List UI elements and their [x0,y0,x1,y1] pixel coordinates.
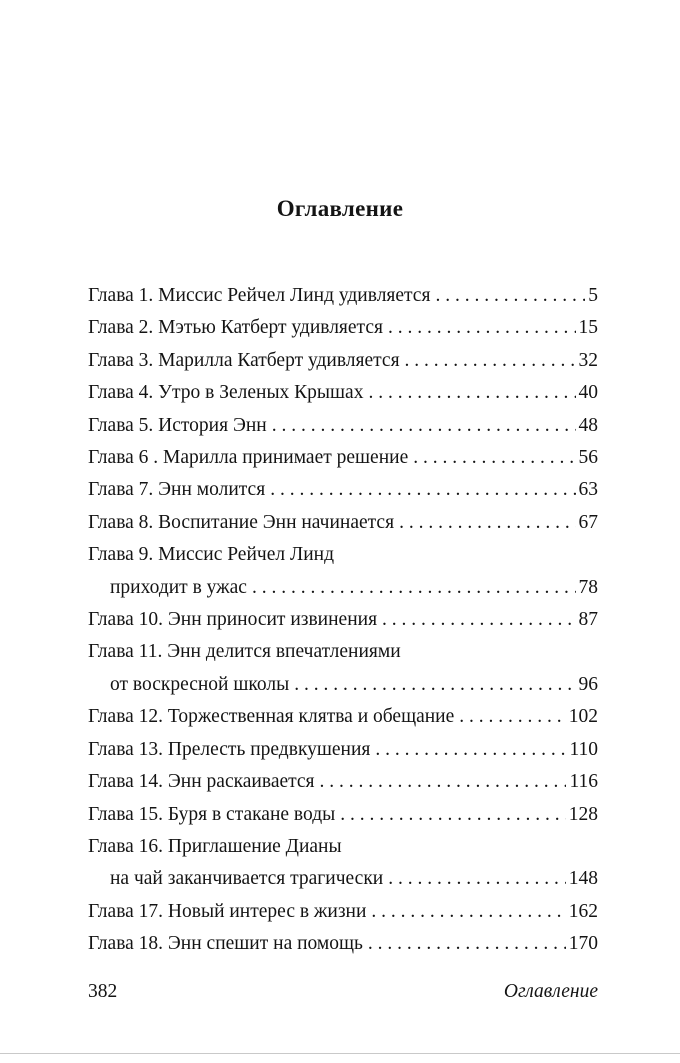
toc-entry-title: Глава 13. Прелесть предвкушения [88,738,371,760]
toc-entry [88,799,598,831]
toc-entry-page: 15 [578,317,598,339]
toc-entry-page: 170 [568,933,598,955]
toc-entry [88,701,598,733]
dot-leader [270,474,575,506]
toc-entry-page: 128 [568,803,598,825]
table-of-contents [88,280,598,961]
toc-entry [88,507,598,539]
toc-entry [88,896,598,928]
toc-entry-title: Глава 14. Энн раскаивается [88,771,315,793]
toc-entry [88,474,598,506]
toc-entry [88,604,598,636]
toc-entry-title: Глава 17. Новый интерес в жизни [88,900,367,922]
page-title: Оглавление [276,196,404,221]
toc-entry [88,410,598,442]
toc-entry-page: 5 [588,285,598,306]
footer-page-number: 382 [88,981,118,1002]
dot-leader [405,345,576,377]
toc-entry [88,539,598,604]
toc-entry [88,636,598,701]
toc-entry [88,312,598,344]
toc-entry-page: 56 [578,447,598,469]
toc-entry [88,442,598,474]
toc-entry-title: Глава 3. Марилла Катберт удивляется [88,349,400,371]
toc-entry [88,377,598,409]
toc-entry [88,766,598,798]
toc-entry [88,928,598,960]
dot-leader [413,442,575,474]
dot-leader [252,572,576,604]
toc-entry-title: Глава 11. Энн делится впечатлениями [88,641,401,663]
toc-entry-page: 48 [578,414,598,436]
dot-leader [388,863,566,895]
toc-entry-page: 116 [569,771,598,793]
toc-entry-page: 63 [578,479,598,501]
toc-entry-title: Глава 9. Миссис Рейчел Линд [88,544,334,566]
dot-leader [375,734,566,766]
toc-entry-page: 96 [578,673,598,695]
toc-entry [88,345,598,377]
footer-section-label: Оглавление [503,981,598,1002]
toc-entry-page: 78 [578,576,598,598]
toc-entry-title: Глава 6 . Марилла принимает решение [88,447,409,469]
dot-leader [371,896,565,928]
toc-entry-title: Глава 7. Энн молится [88,479,266,501]
toc-entry [88,831,598,896]
dot-leader [388,312,576,344]
page-bottom-edge [0,1053,680,1054]
toc-entry-title: Глава 15. Буря в стакане воды [88,803,336,825]
toc-entry-title: Глава 16. Приглашение Дианы [88,835,342,857]
toc-entry-title: Глава 1. Миссис Рейчел Линд удивляется [88,285,431,306]
toc-entry-page: 40 [578,382,598,404]
page-footer [88,981,598,1003]
toc-entry-page: 87 [578,609,598,631]
toc-entry-title: Глава 4. Утро в Зеленых Крышах [88,382,364,404]
dot-leader [272,410,576,442]
toc-entry-page: 102 [568,706,598,728]
toc-entry-page: 67 [578,511,598,533]
toc-entry-title: Глава 8. Воспитание Энн начинается [88,511,395,533]
toc-entry-title: Глава 2. Мэтью Катберт удивляется [88,317,383,339]
toc-entry-title-continuation: приходит в ужас [110,576,247,598]
toc-entry-title: Глава 18. Энн спешит на помощь [88,933,363,955]
dot-leader [368,928,566,960]
dot-leader [340,799,566,831]
toc-entry-title-continuation: от воскресной школы [110,673,290,695]
toc-entry-title-continuation: на чай заканчивается трагически [110,868,384,890]
dot-leader [294,669,575,701]
dot-leader [382,604,575,636]
toc-entry-page: 32 [578,349,598,371]
toc-entry-title: Глава 12. Торжественная клятва и обещание [88,706,455,728]
dot-leader [399,507,575,539]
dot-leader [435,280,585,312]
toc-entry-page: 110 [569,738,598,760]
toc-entry-title: Глава 5. История Энн [88,414,267,436]
toc-entry-title: Глава 10. Энн приносит извинения [88,609,378,631]
dot-leader [459,701,565,733]
dot-leader [320,766,567,798]
dot-leader [368,377,575,409]
toc-entry-page: 162 [568,900,598,922]
toc-entry-page: 148 [568,868,598,890]
toc-entry [88,280,598,312]
toc-entry [88,734,598,766]
